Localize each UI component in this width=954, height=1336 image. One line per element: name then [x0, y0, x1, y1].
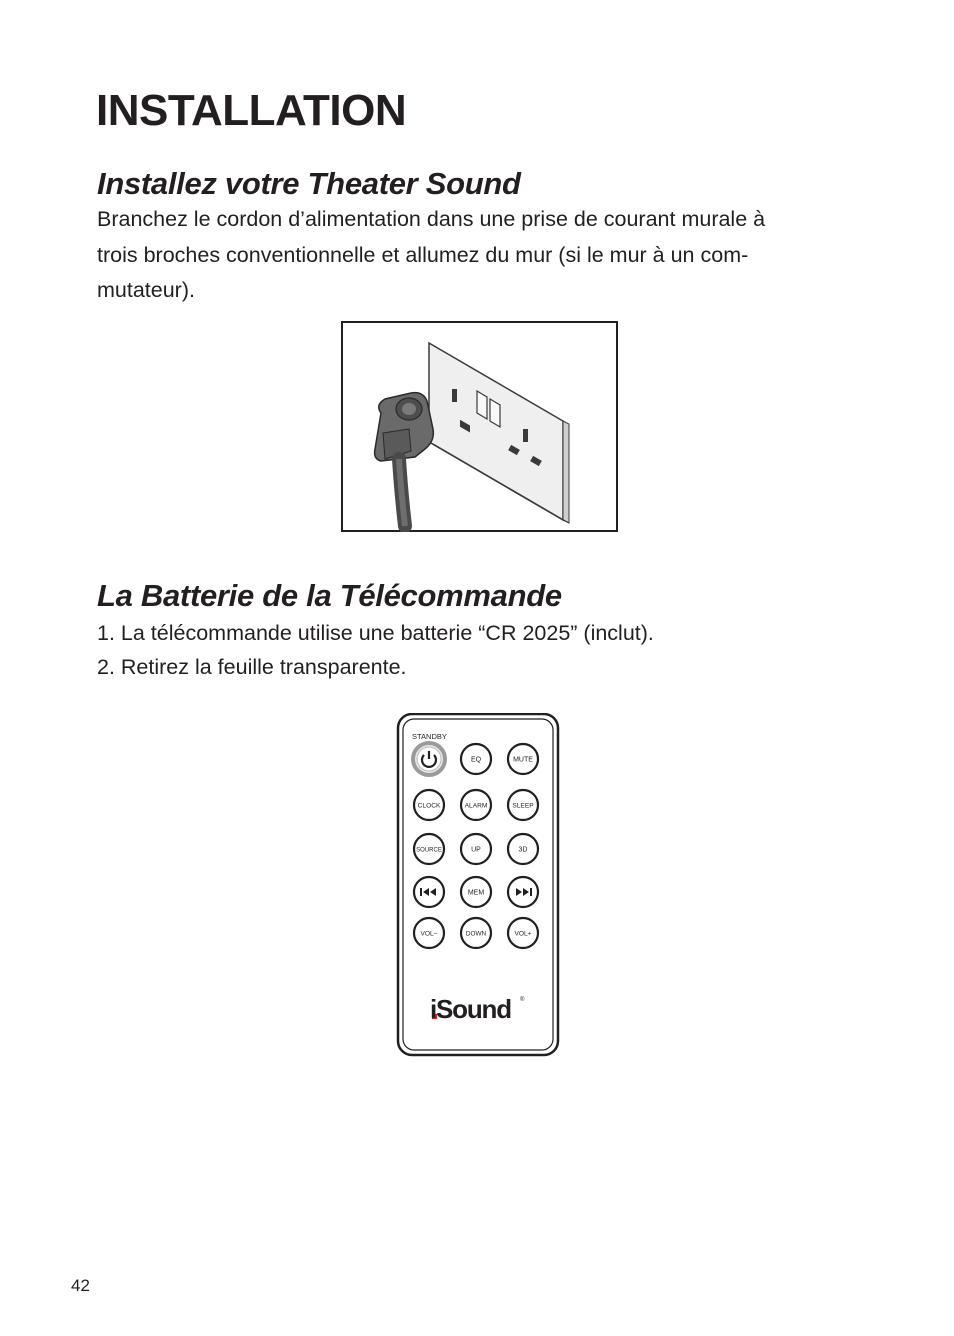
svg-text:VOL+: VOL+ — [514, 930, 532, 938]
wall-socket-illustration — [341, 321, 618, 537]
svg-text:VOL−: VOL− — [420, 930, 438, 938]
sleep-button — [508, 790, 538, 820]
isound-logo — [430, 994, 525, 1024]
standby-button — [413, 743, 445, 775]
svg-text:CLOCK: CLOCK — [417, 802, 441, 810]
previous-track-icon — [414, 877, 444, 907]
install-heading: Installez votre Theater Sound — [97, 166, 521, 201]
svg-text:iSound: iSound — [430, 994, 511, 1024]
svg-text:SOURCE: SOURCE — [416, 847, 442, 854]
mem-button — [461, 877, 491, 907]
vol-minus-button — [414, 918, 444, 948]
install-line-2: trois broches conventionnelle et allumez du mur (si le mur à un com- — [97, 242, 749, 267]
install-paragraph — [97, 202, 857, 309]
svg-text:MEM: MEM — [467, 889, 485, 897]
remote-control-illustration — [396, 713, 560, 1062]
page-number: 42 — [71, 1276, 90, 1295]
svg-text:3D: 3D — [518, 846, 528, 854]
down-button — [461, 918, 491, 948]
battery-step-2: 2. Retirez la feuille transparente. — [97, 655, 407, 679]
battery-step-1: 1. La télécommande utilise une batterie “CR 2025” (inclut). — [97, 621, 654, 645]
svg-text:DOWN: DOWN — [465, 930, 487, 938]
alarm-button — [461, 790, 491, 820]
install-line-1: Branchez le cordon d’alimentation dans une prise de courant murale à — [97, 207, 766, 231]
battery-steps — [97, 616, 857, 684]
eq-button — [461, 744, 491, 774]
svg-text:MUTE: MUTE — [513, 756, 533, 764]
install-line-3: mutateur). — [97, 278, 195, 302]
battery-heading: La Batterie de la Télécommande — [97, 578, 562, 613]
mute-button — [508, 744, 538, 774]
svg-text:EQ: EQ — [470, 756, 482, 764]
svg-text:®: ® — [520, 997, 525, 1003]
svg-text:SLEEP: SLEEP — [512, 802, 534, 810]
page-title: INSTALLATION — [96, 86, 407, 135]
svg-text:ALARM: ALARM — [464, 802, 488, 810]
up-button — [461, 834, 491, 864]
standby-label: STANDBY — [412, 732, 447, 741]
clock-button — [414, 790, 444, 820]
next-track-icon — [508, 877, 538, 907]
3d-button — [508, 834, 538, 864]
source-button — [414, 834, 444, 864]
vol-plus-button — [508, 918, 538, 948]
svg-text:UP: UP — [471, 846, 481, 854]
